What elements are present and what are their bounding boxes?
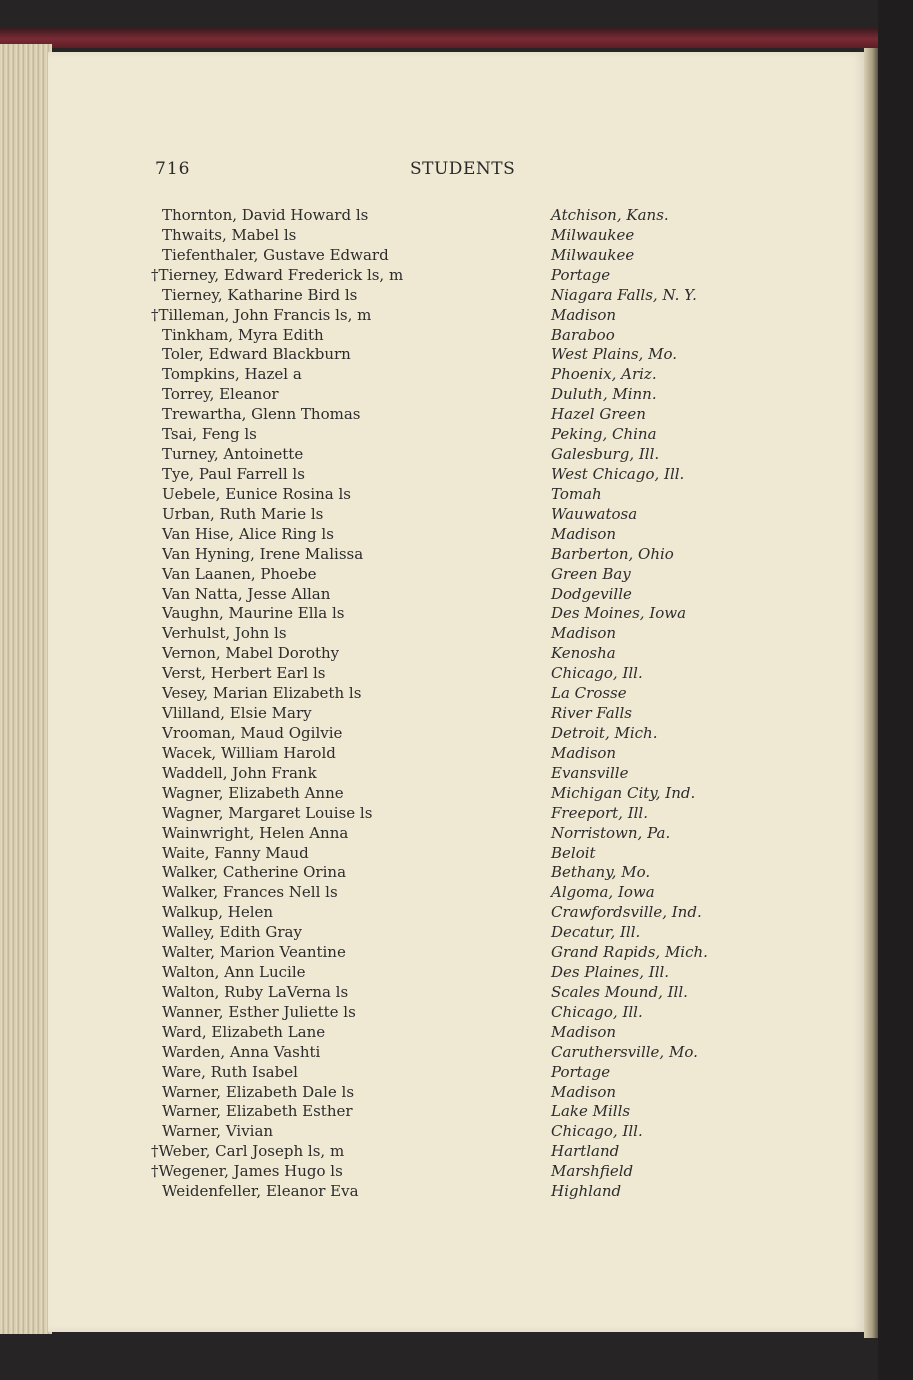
student-hometown: Bethany, Mo. [551,863,651,882]
student-hometown: Madison [551,624,617,643]
student-name: Vrooman, Maud Ogilvie [162,723,343,742]
student-hometown: Milwaukee [551,225,635,244]
student-hometown: Galesburg, Ill. [551,445,660,464]
student-name: Wanner, Esther Juliette ls [162,1002,356,1021]
student-row [0,723,800,743]
student-hometown: Evansville [551,763,629,782]
student-name: Walker, Catherine Orina [162,863,347,882]
student-hometown: Detroit, Mich. [551,723,658,742]
student-row [0,823,800,843]
student-hometown: River Falls [551,704,633,723]
student-name: Walkup, Helen [162,903,274,922]
student-row [0,1181,800,1201]
student-hometown: Chicago, Ill. [551,1002,643,1021]
student-row [0,444,800,464]
student-row [0,1002,800,1022]
student-row [0,225,800,245]
student-name: Wacek, William Harold [162,743,336,762]
student-hometown: Algoma, Iowa [551,883,655,902]
student-name: Wagner, Elizabeth Anne [162,783,344,802]
student-row [0,1141,800,1161]
student-name: Walton, Ruby LaVerna ls [162,982,349,1001]
student-name: Torrey, Eleanor [162,385,279,404]
student-name: Tsai, Feng ls [162,425,257,444]
student-row [0,643,800,663]
student-row [0,265,800,285]
student-row [0,623,800,643]
student-row [0,285,800,305]
student-row [0,325,800,345]
student-hometown: Norristown, Pa. [551,823,671,842]
student-hometown: Tomah [551,484,602,503]
student-name: Tompkins, Hazel a [162,365,302,384]
student-row [0,683,800,703]
student-name: †Tilleman, John Francis ls, m [151,305,372,324]
page-number: 716 [155,159,191,179]
book-binding-edge [0,28,878,48]
student-hometown: Portage [551,1062,611,1081]
student-name: Vernon, Mabel Dorothy [162,644,340,663]
student-hometown: Grand Rapids, Mich. [551,943,708,962]
student-name: Thwaits, Mabel ls [162,225,297,244]
student-name: Wagner, Margaret Louise ls [162,803,373,822]
student-name: Verhulst, John ls [162,624,287,643]
student-row [0,1062,800,1082]
student-row [0,962,800,982]
student-hometown: Marshfield [551,1162,634,1181]
student-hometown: Madison [551,1082,617,1101]
student-row [0,922,800,942]
student-row [0,783,800,803]
student-hometown: Phoenix, Ariz. [551,365,657,384]
student-hometown: La Crosse [551,684,627,703]
student-hometown: Duluth, Minn. [551,385,657,404]
student-name: Thornton, David Howard ls [162,206,369,224]
student-row [0,663,800,683]
student-name: Uebele, Eunice Rosina ls [162,484,352,503]
student-hometown: Portage [551,265,611,284]
student-hometown: Atchison, Kans. [551,206,669,224]
student-row [0,484,800,504]
student-hometown: Des Plaines, Ill. [551,963,670,982]
student-hometown: Caruthersville, Mo. [551,1042,698,1061]
student-name: Vesey, Marian Elizabeth ls [162,684,362,703]
student-name: Walker, Frances Nell ls [162,883,338,902]
student-row [0,245,800,265]
student-name: Toler, Edward Blackburn [162,345,351,364]
student-row [0,1161,800,1181]
student-row [0,584,800,604]
student-name: Tye, Paul Farrell ls [162,464,305,483]
student-row [0,404,800,424]
student-name: Warden, Anna Vashti [162,1042,321,1061]
scan-background [878,0,913,1380]
student-hometown: Madison [551,743,617,762]
student-row [0,803,800,823]
student-row [0,603,800,623]
student-name: Tiefenthaler, Gustave Edward [162,245,389,264]
student-row [0,464,800,484]
student-roster [0,205,800,1201]
student-row [0,743,800,763]
student-hometown: Highland [551,1182,622,1201]
student-hometown: Freeport, Ill. [551,803,648,822]
student-name: Trewartha, Glenn Thomas [162,405,361,424]
student-hometown: Niagara Falls, N. Y. [551,285,697,304]
student-hometown: Scales Mound, Ill. [551,982,688,1001]
student-name: Warner, Elizabeth Dale ls [162,1082,355,1101]
student-hometown: Wauwatosa [551,504,638,523]
student-hometown: Des Moines, Iowa [551,604,687,623]
student-name: Walton, Ann Lucile [162,963,306,982]
student-name: †Tierney, Edward Frederick ls, m [151,265,404,284]
student-name: Warner, Elizabeth Esther [162,1102,353,1121]
student-name: †Wegener, James Hugo ls [151,1162,343,1181]
student-row [0,1082,800,1102]
student-hometown: Hartland [551,1142,620,1161]
student-name: Tierney, Katharine Bird ls [162,285,358,304]
running-head: STUDENTS [410,159,516,179]
student-hometown: Kenosha [551,644,616,663]
student-name: Vaughn, Maurine Ella ls [162,604,345,623]
student-row [0,524,800,544]
student-row [0,1101,800,1121]
student-row [0,344,800,364]
student-hometown: Peking, China [551,425,657,444]
student-name: Verst, Herbert Earl ls [162,664,326,683]
student-hometown: Madison [551,524,617,543]
student-name: Warner, Vivian [162,1122,274,1141]
student-name: Van Laanen, Phoebe [162,564,317,583]
student-name: †Weber, Carl Joseph ls, m [151,1142,345,1161]
student-row [0,703,800,723]
student-name: Urban, Ruth Marie ls [162,504,324,523]
student-row [0,424,800,444]
student-name: Walter, Marion Veantine [162,943,346,962]
student-row [0,982,800,1002]
student-name: Waddell, John Frank [162,763,317,782]
student-row [0,763,800,783]
student-name: Walley, Edith Gray [162,923,302,942]
student-name: Van Hyning, Irene Malissa [162,544,364,563]
student-row [0,205,800,225]
page-gutter-edge [864,48,878,1338]
student-hometown: Hazel Green [551,405,646,424]
student-row [0,305,800,325]
student-row [0,843,800,863]
student-hometown: West Plains, Mo. [551,345,677,364]
student-name: Waite, Fanny Maud [162,843,309,862]
student-name: Ward, Elizabeth Lane [162,1022,326,1041]
student-hometown: Chicago, Ill. [551,664,643,683]
student-hometown: Michigan City, Ind. [551,783,696,802]
student-name: Van Hise, Alice Ring ls [162,524,334,543]
student-name: Weidenfeller, Eleanor Eva [162,1182,359,1201]
student-row [0,504,800,524]
student-hometown: Milwaukee [551,245,635,264]
student-row [0,1022,800,1042]
student-name: Van Natta, Jesse Allan [162,584,331,603]
student-hometown: Madison [551,1022,617,1041]
student-name: Tinkham, Myra Edith [162,325,324,344]
student-row [0,862,800,882]
student-hometown: Decatur, Ill. [551,923,641,942]
student-hometown: Madison [551,305,617,324]
student-row [0,384,800,404]
student-hometown: Green Bay [551,564,631,583]
student-row [0,364,800,384]
student-hometown: Crawfordsville, Ind. [551,903,702,922]
student-row [0,564,800,584]
student-name: Turney, Antoinette [162,445,304,464]
student-hometown: West Chicago, Ill. [551,464,685,483]
student-row [0,1042,800,1062]
student-hometown: Chicago, Ill. [551,1122,643,1141]
student-row [0,1121,800,1141]
student-hometown: Barberton, Ohio [551,544,674,563]
student-name: Ware, Ruth Isabel [162,1062,298,1081]
student-row [0,942,800,962]
student-hometown: Baraboo [551,325,615,344]
student-hometown: Dodgeville [551,584,632,603]
student-hometown: Lake Mills [551,1102,631,1121]
student-row [0,544,800,564]
student-row [0,902,800,922]
student-hometown: Beloit [551,843,596,862]
student-name: Wainwright, Helen Anna [162,823,349,842]
student-name: Vlilland, Elsie Mary [162,704,312,723]
student-row [0,882,800,902]
